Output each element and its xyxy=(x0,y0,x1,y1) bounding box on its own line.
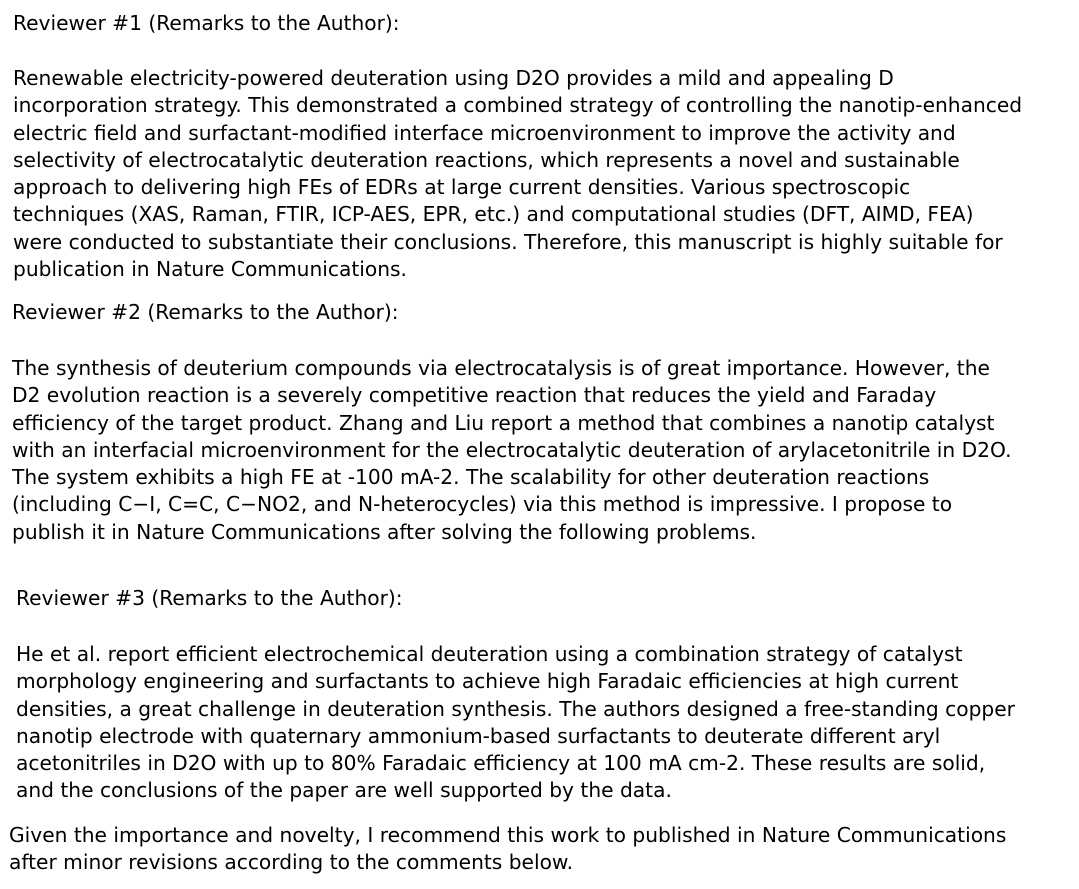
reviewer-3-heading: Reviewer #3 (Remarks to the Author): xyxy=(16,586,403,610)
reviewer-1-remarks: Renewable electricity-powered deuteration using D2O provides a mild and appealing D incorporation strategy. This demonstrated a combined strategy of controlling the nanotip-enhanced electric field and surfactant-modified interface microenvironment to improve the activity and selectivity of electrocatalytic deuteration reactions, which represents a novel and sustainable approach to delivering high FEs of EDRs at large current densities. Various spectroscopic techniques (XAS, Raman, FTIR, ICP-AES, EPR, etc.) and computational studies (DFT, AIMD, FEA) were conducted to substantiate their conclusions. Therefore, this manuscript is highly suitable for publication in Nature Communications. xyxy=(13,66,1023,282)
reviewer-3-remarks: He et al. report efficient electrochemical deuteration using a combination strategy of catalyst morphology engineering and surfactants to achieve high Faradaic efficiencies at high current densities, a great challenge in deuteration synthesis. The authors designed a free-standing copper nanotip electrode with quaternary ammonium-based surfactants to deuterate different aryl acetonitriles in D2O with up to 80% Faradaic efficiency at 100 mA cm-2. These results are solid, and the conclusions of the paper are well supported by the data. xyxy=(16,642,1015,803)
closing-recommendation: Given the importance and novelty, I recommend this work to published in Nature Communications after minor revisions according to the comments below. xyxy=(9,823,1007,875)
reviewer-2-heading: Reviewer #2 (Remarks to the Author): xyxy=(12,300,399,324)
reviewer-1-heading: Reviewer #1 (Remarks to the Author): xyxy=(13,11,400,35)
reviewer-2-remarks: The synthesis of deuterium compounds via electrocatalysis is of great importance. However, the D2 evolution reaction is a severely competitive reaction that reduces the yield and Faraday efficiency of the target product. Zhang and Liu report a method that combines a nanotip catalyst with an interfacial microenvironment for the electrocatalytic deuteration of arylacetonitrile in D2O. The system exhibits a high FE at -100 mA-2. The scalability for other deuteration reactions (including C−I, C=C, C−NO2, and N-heterocycles) via this method is impressive. I propose to publish it in Nature Communications after solving the following problems. xyxy=(12,356,1012,544)
